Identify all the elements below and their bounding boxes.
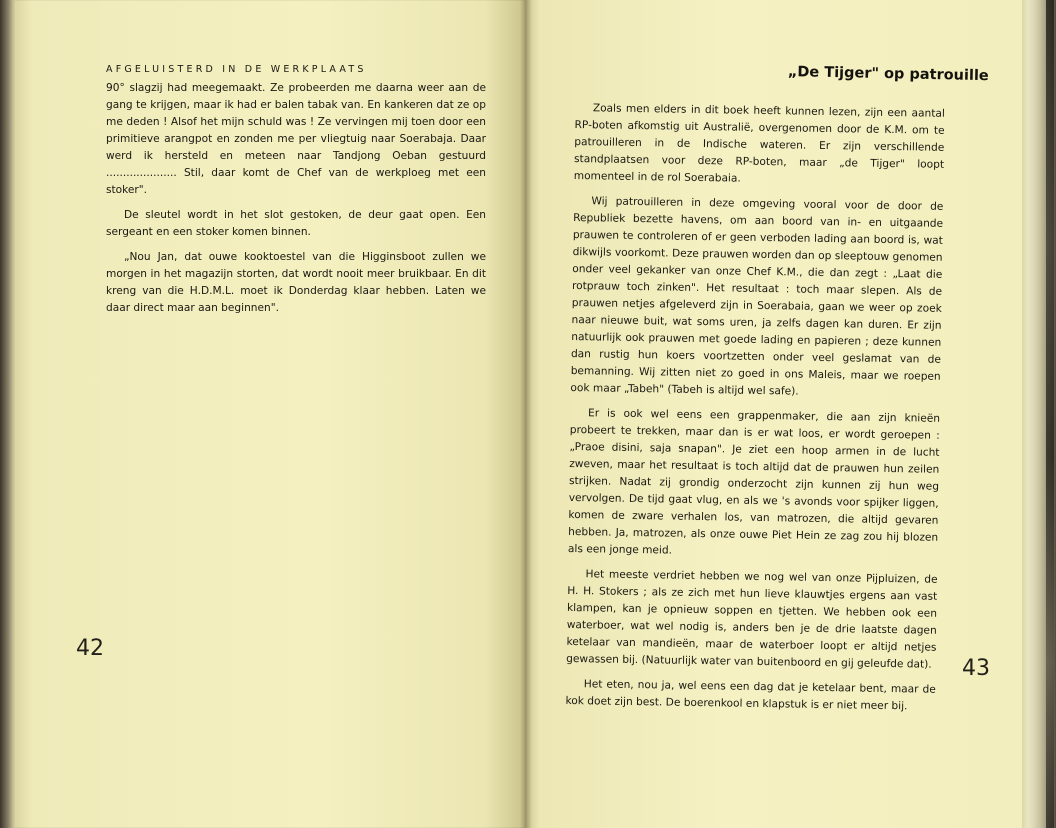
paragraph: Wij patrouilleren in deze omgeving vooral voor de door de Republiek bezette havens, om aan boord van in- en uitgaande prauwen te controleren of er geen verboden lading aan boord is, wat dikwijls voorkomt. Deze prauwen worden dan op sleeptouw genomen onder veel gekanker van onze Chef K.M., die dan zegt : „Laat die rotprauw toch zinken". Het resultaat : toch maar slepen. Als de prauwen netjes afgeleverd zijn in Soerabaia, gaan we weer op zoek naar nieuwe buit, wat soms uren, ja zelfs dagen kan duren. Er zijn natuurlijk ook prauwen met goede lading en papieren ; deze kunnen dan rustig hun koers voortzetten onder veel geslamat van de bemanning. Wij zitten niet zo goed in ons Maleis, maar we roepen ook maar „Tabeh" (Tabeh is altijd wel safe). (570, 195, 944, 398)
book-gutter (520, 0, 532, 828)
page-number-left: 42 (76, 636, 104, 661)
left-page-text (106, 80, 486, 317)
paragraph: Zoals men elders in dit boek heeft kunnen lezen, zijn een aantal RP-boten afkomstig uit Australië, overgenomen door de K.M. om te patrouilleren in de Indische wateren. Er zijn verschillende standplaatsen voor deze RP-boten, maar „de Tijger" loopt momenteel in de rol Soerabaia. (573, 102, 945, 185)
running-head: AFGELUISTERD IN DE WERKPLAATS (106, 64, 367, 75)
book-edge-left (0, 0, 14, 828)
paragraph: „Nou Jan, dat ouwe kooktoestel van die Higginsboot zullen we morgen in het magazijn storten, dat wordt nooit meer bruikbaar. En dit kreng van die H.D.M.L. moet ik Donderdag klaar hebben. Laten we daar direct maar aan beginnen". (106, 251, 486, 314)
paragraph: Er is ook wel eens een grappenmaker, die aan zijn knieën probeert te trekken, maar dan is er wat loos, er wordt geroepen : „Praoe disini, saja snapan". Je ziet een hoop armen in de lucht zweven, maar het resultaat is toch altijd dat de prauwen hun zeilen strijken. Nadat zij grondig onderzocht zijn kunnen zij hun weg vervolgen. De tijd gaat vlug, en als we 's avonds voor spijker liggen, komen de zware verhalen los, van matrozen, die altijd gevaren hebben. Ja, matrozen, als onze ouwe Piet Hein ze zag zou hij blozen als een jonge meid. (567, 407, 941, 557)
book-edge-right (1022, 0, 1056, 828)
paragraph: 90° slagzij had meegemaakt. Ze probeerden me daarna weer aan de gang te krijgen, maar ik had er balen tabak van. En kankeren dat ze op me deden ! Alsof het mijn schuld was ! Ze vervingen mij toen door een primitieve arangpot en zonden me per vliegtuig naar Soerabaja. Daar werd ik hersteld en meteen naar Tandjong Oeban gestuurd ..................... Stil, daar komt de Chef van de werkploeg met een stoker". (106, 82, 486, 196)
paragraph: Het eten, nou ja, wel eens een dag dat je ketelaar bent, maar de kok doet zijn best. De boerenkool en klapstuk is er niet meer bij. (565, 678, 936, 713)
page-number-right: 43 (962, 656, 990, 681)
paragraph: Het meeste verdriet hebben we nog wel van onze Pijpluizen, de H. H. Stokers ; als ze zich met hun lieve klauwtjes ergens aan vast klampen, kan je opnieuw soppen en tjetten. We hebben ook een waterboer, wat wel nodig is, anders ben je de drie laatste dagen ketelaar van mandieën, maar de waterboer loopt er altijd netjes gewassen bij. (Natuurlijk water van buitenboord en gij geleufde dat). (566, 568, 938, 671)
right-page-text (565, 100, 945, 716)
paragraph: De sleutel wordt in het slot gestoken, de deur gaat open. Een sergeant en een stoker komen binnen. (106, 209, 486, 238)
chapter-title: „De Tijger" op patrouille (787, 64, 989, 85)
book-cover-edge (1046, 0, 1054, 828)
